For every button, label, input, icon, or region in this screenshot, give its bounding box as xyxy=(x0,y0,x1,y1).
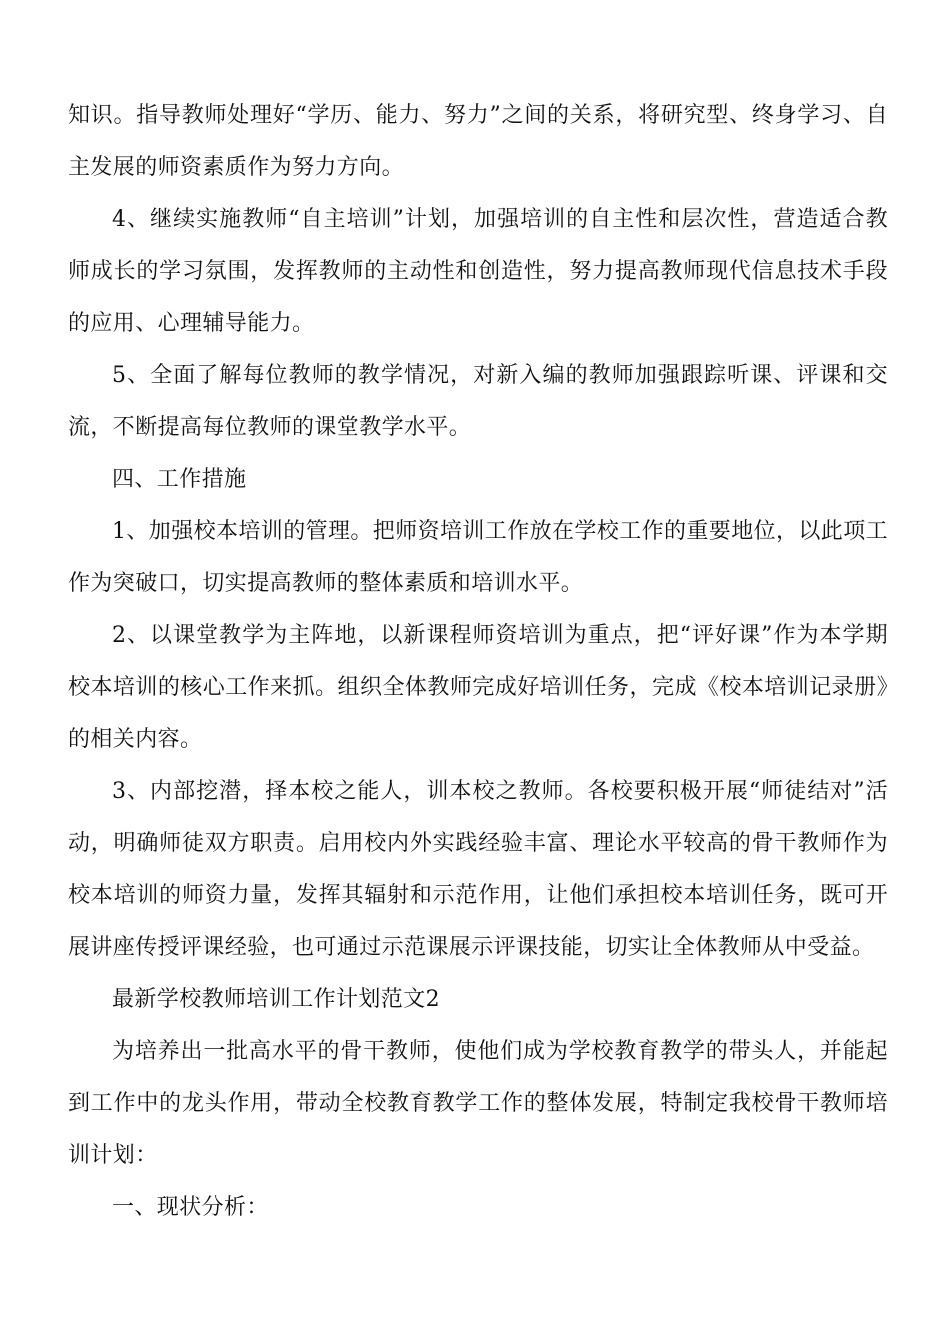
document-title-2: 最新学校教师培训工作计划范文2 xyxy=(112,987,440,1012)
paragraph-measure-1: 1、加强校本培训的管理。把师资培训工作放在学校工作的重要地位，以此项工作为突破口，切实提高教师的整体素质和培训水平。 xyxy=(68,519,888,596)
paragraph-item-5: 5、全面了解每位教师的教学情况，对新入编的教师加强跟踪听课、评课和交流，不断提高每位教师的课堂教学水平。 xyxy=(68,363,888,440)
section-heading-measures: 四、工作措施 xyxy=(112,467,247,492)
document-page xyxy=(68,90,888,1234)
section-heading-analysis: 一、现状分析： xyxy=(112,1195,269,1220)
paragraph-continuation: 知识。指导教师处理好“学历、能力、努力”之间的关系，将研究型、终身学习、自主发展的师资素质作为努力方向。 xyxy=(68,103,888,180)
paragraph-item-4: 4、继续实施教师“自主培训”计划，加强培训的自主性和层次性，营造适合教师成长的学习氛围，发挥教师的主动性和创造性，努力提高教师现代信息技术手段的应用、心理辅导能力。 xyxy=(68,207,888,336)
paragraph-measure-3: 3、内部挖潜，择本校之能人，训本校之教师。各校要积极开展“师徒结对”活动，明确师徒双方职责。启用校内外实践经验丰富、理论水平较高的骨干教师作为校本培训的师资力量，发挥其辐射和示范作用，让他们承担校本培训任务，既可开展讲座传授评课经验，也可通过示范课展示评课技能，切实让全体教师从中受益。 xyxy=(68,779,888,960)
paragraph-intro: 为培养出一批高水平的骨干教师，使他们成为学校教育教学的带头人，并能起到工作中的龙头作用，带动全校教育教学工作的整体发展，特制定我校骨干教师培训计划： xyxy=(68,1039,888,1168)
paragraph-measure-2: 2、以课堂教学为主阵地，以新课程师资培训为重点，把“评好课”作为本学期校本培训的核心工作来抓。组织全体教师完成好培训任务，完成《校本培训记录册》的相关内容。 xyxy=(68,623,888,752)
